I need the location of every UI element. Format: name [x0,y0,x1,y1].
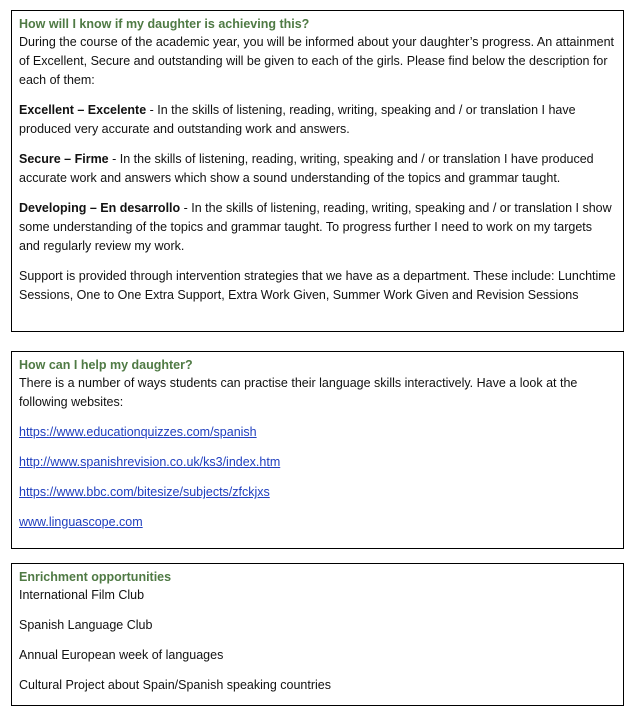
enrichment-item: Cultural Project about Spain/Spanish speaking countries [19,678,331,692]
enrichment-section [11,563,624,706]
website-link[interactable]: www.linguascope.com [19,515,143,529]
help-section [11,351,624,549]
level-term: Excellent – Excelente [19,103,147,117]
level-desc: - In the skills of listening, reading, writing, speaking and / or translation I have produced very accurate and outstanding work and answers. [19,103,576,136]
enrichment-item: International Film Club [19,588,145,602]
support-text: Support is provided through intervention strategies that we have as a department. These include: Lunchtime Sessions, One to One Extra Support, Extra Work Given, Summer Work Given and Revision Sessions [19,269,616,302]
website-link[interactable]: http://www.spanishrevision.co.uk/ks3/index.htm [19,455,281,469]
help-intro: There is a number of ways students can practise their language skills interactively. Have a look at the following websites: [19,376,578,409]
attainment-intro: During the course of the academic year, you will be informed about your daughter’s progress. An attainment of Excellent, Secure and outstanding will be given to each of the girls. Please find below the description for each of them: [19,35,615,87]
website-link[interactable]: https://www.educationquizzes.com/spanish [19,425,257,439]
attainment-heading: How will I know if my daughter is achieving this? [19,17,310,31]
level-term: Developing – En desarrollo [19,201,181,215]
enrichment-item: Annual European week of languages [19,648,224,662]
enrichment-item: Spanish Language Club [19,618,153,632]
enrichment-heading: Enrichment opportunities [19,570,172,584]
website-link[interactable]: https://www.bbc.com/bitesize/subjects/zfckjxs [19,485,270,499]
level-term: Secure – Firme [19,152,109,166]
help-heading: How can I help my daughter? [19,358,193,372]
level-excellent [19,101,616,139]
attainment-section [11,10,624,332]
level-secure [19,150,616,188]
level-developing [19,199,616,256]
level-desc: - In the skills of listening, reading, writing, speaking and / or translation I show some understanding of the topics and grammar taught. To progress further I need to work on my targets and regularly review my work. [19,201,612,253]
level-desc: - In the skills of listening, reading, writing, speaking and / or translation I have produced accurate work and answers which show a sound understanding of the topics and grammar taught. [19,152,594,185]
